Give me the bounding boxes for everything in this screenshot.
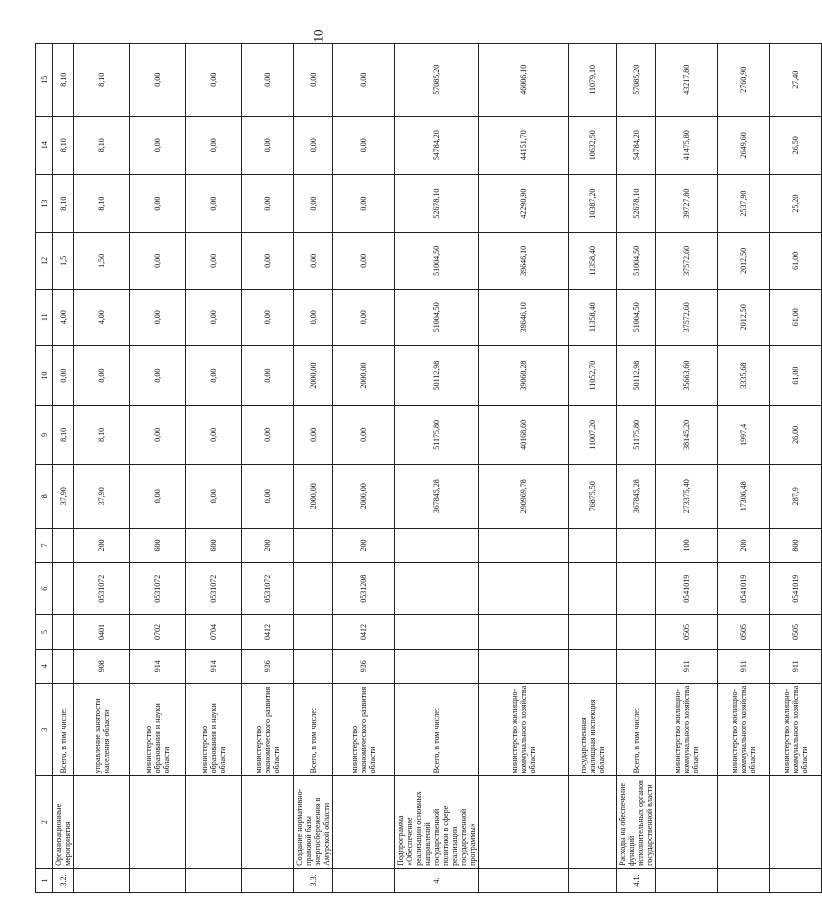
table-cell-col-11: 0,00 [130, 289, 186, 345]
header-row [36, 44, 53, 893]
table-cell-col-3: министерство экономического развития области [242, 683, 294, 776]
table-cell-col-2: Расходы на обеспечение функций исполнительных органов государственной власти [617, 776, 656, 869]
table-cell-col-10: 61,00 [770, 345, 822, 405]
table-row [718, 44, 770, 893]
table-cell-col-12: 1,5 [53, 233, 74, 289]
table-cell-col-7 [569, 528, 617, 562]
table-cell-col-11: 11358,40 [569, 289, 617, 345]
table-cell-col-3: министерство образования и науки области [186, 683, 242, 776]
table-cell-col-7: 200 [718, 528, 770, 562]
table-cell-col-8: 37,90 [74, 464, 130, 528]
table-cell-col-7: 600 [186, 528, 242, 562]
table-cell-col-8: 287,9 [770, 464, 822, 528]
table-cell-col-4 [569, 649, 617, 683]
table-cell-col-5 [617, 615, 656, 649]
table-cell-col-12: 51004,50 [617, 233, 656, 289]
table-cell-col-5 [53, 615, 74, 649]
table-cell-col-5 [294, 615, 333, 649]
table-cell-col-11: 51004,50 [395, 289, 479, 345]
table-cell-col-1: 3.2. [53, 868, 74, 892]
table-cell-col-6 [53, 563, 74, 615]
table-cell-col-8: 2000,00 [333, 464, 395, 528]
table-cell-col-1 [569, 868, 617, 892]
table-cell-col-15: 46006,10 [479, 44, 569, 117]
table-cell-col-2: Организационные мероприятия [53, 776, 74, 869]
table-cell-col-15: 11079,10 [569, 44, 617, 117]
table-cell-col-13: 25,20 [770, 174, 822, 232]
table-row [53, 44, 74, 893]
table-cell-col-12: 1,50 [74, 233, 130, 289]
table-cell-col-10: 35663,60 [656, 345, 718, 405]
table-cell-col-4: 936 [242, 649, 294, 683]
table-row [186, 44, 242, 893]
table-cell-col-10: 0,00 [74, 345, 130, 405]
table-cell-col-7 [53, 528, 74, 562]
table-cell-col-6 [395, 563, 479, 615]
header-cell: 1 [36, 868, 53, 892]
table-cell-col-14: 54784,20 [395, 116, 479, 174]
table-cell-col-6 [569, 563, 617, 615]
table-cell-col-13: 0,00 [294, 174, 333, 232]
table-cell-col-4: 908 [74, 649, 130, 683]
table-cell-col-10: 3335,68 [718, 345, 770, 405]
header-cell: 9 [36, 406, 53, 464]
table-cell-col-4 [395, 649, 479, 683]
table-cell-col-11: 0,00 [294, 289, 333, 345]
header-cell: 15 [36, 44, 53, 117]
table-cell-col-9: 26,00 [770, 406, 822, 464]
table-cell-col-5: 0412 [242, 615, 294, 649]
table-cell-col-5: 0401 [74, 615, 130, 649]
table-cell-col-7 [294, 528, 333, 562]
table-cell-col-15: 57085,20 [395, 44, 479, 117]
table-cell-col-12: 0,00 [333, 233, 395, 289]
header-cell: 5 [36, 615, 53, 649]
table-cell-col-2 [770, 776, 822, 869]
table-cell-col-8: 37,90 [53, 464, 74, 528]
table-cell-col-12: 0,00 [242, 233, 294, 289]
table-cell-col-2 [242, 776, 294, 869]
table-cell-col-2 [74, 776, 130, 869]
table-cell-col-6 [294, 563, 333, 615]
table-cell-col-6 [617, 563, 656, 615]
table-cell-col-6: 0531072 [130, 563, 186, 615]
table-cell-col-13: 0,00 [186, 174, 242, 232]
table-row [617, 44, 656, 893]
table-cell-col-11: 61,00 [770, 289, 822, 345]
table-row [130, 44, 186, 893]
table-cell-col-14: 10632,50 [569, 116, 617, 174]
table-cell-col-13: 52678,10 [617, 174, 656, 232]
table-cell-col-10: 0,00 [186, 345, 242, 405]
table-cell-col-1 [130, 868, 186, 892]
table-cell-col-13: 0,00 [130, 174, 186, 232]
table-cell-col-4: 914 [186, 649, 242, 683]
table-cell-col-9: 11007,20 [569, 406, 617, 464]
table-cell-col-12: 37572,60 [656, 233, 718, 289]
table-cell-col-3: Всего, в том числе: [294, 683, 333, 776]
table-cell-col-8: 17306,48 [718, 464, 770, 528]
table-cell-col-2 [479, 776, 569, 869]
table-cell-col-11: 4,00 [53, 289, 74, 345]
table-cell-col-14: 41475,80 [656, 116, 718, 174]
table-cell-col-6: 0531208 [333, 563, 395, 615]
table-cell-col-4 [294, 649, 333, 683]
table-cell-col-8: 367845,28 [395, 464, 479, 528]
table-cell-col-10: 0,00 [130, 345, 186, 405]
table-cell-col-1 [333, 868, 395, 892]
table-row [395, 44, 479, 893]
header-cell: 6 [36, 563, 53, 615]
table-cell-col-9: 51175,80 [617, 406, 656, 464]
table-cell-col-12: 11358,40 [569, 233, 617, 289]
table-cell-col-2: Создание нормативно-правовой базы энергосбережения в Амурской области [294, 776, 333, 869]
table-cell-col-1 [718, 868, 770, 892]
table-cell-col-9: 8,10 [74, 406, 130, 464]
table-cell-col-12: 0,00 [130, 233, 186, 289]
table-cell-col-5 [395, 615, 479, 649]
table-cell-col-5: 0704 [186, 615, 242, 649]
table-cell-col-6: 0531072 [186, 563, 242, 615]
table-cell-col-12: 51004,50 [395, 233, 479, 289]
table-cell-col-3: министерство жилищно-коммунального хозяйства области [718, 683, 770, 776]
table-cell-col-1 [479, 868, 569, 892]
header-cell: 8 [36, 464, 53, 528]
table-cell-col-11: 39646,10 [479, 289, 569, 345]
table-cell-col-13: 52678,10 [395, 174, 479, 232]
table-cell-col-3: Всего, в том числе: [53, 683, 74, 776]
table-cell-col-15: 57085,20 [617, 44, 656, 117]
table-cell-col-1: 4. [395, 868, 479, 892]
table-cell-col-10: 50112,98 [395, 345, 479, 405]
table-cell-col-9: 0,00 [294, 406, 333, 464]
table-cell-col-12: 0,00 [294, 233, 333, 289]
table-cell-col-3: министерство образования и науки области [130, 683, 186, 776]
table-cell-col-13: 0,00 [242, 174, 294, 232]
table-cell-col-5 [569, 615, 617, 649]
header-cell: 2 [36, 776, 53, 869]
table-cell-col-2 [186, 776, 242, 869]
table-cell-col-15: 0,00 [186, 44, 242, 117]
table-cell-col-1 [186, 868, 242, 892]
table-cell-col-11: 2012,50 [718, 289, 770, 345]
table-cell-col-11: 4,00 [74, 289, 130, 345]
table-cell-col-7: 800 [770, 528, 822, 562]
table-cell-col-3: министерство жилищно-коммунального хозяйства области [479, 683, 569, 776]
rotated-table-container [35, 43, 809, 893]
table-cell-col-10: 39060,28 [479, 345, 569, 405]
table-cell-col-5: 0412 [333, 615, 395, 649]
table-cell-col-7 [479, 528, 569, 562]
table-cell-col-14: 8,10 [53, 116, 74, 174]
table-body [53, 44, 822, 893]
table-cell-col-3: Всего, в том числе: [395, 683, 479, 776]
table-cell-col-11: 0,00 [333, 289, 395, 345]
table-cell-col-9: 51175,80 [395, 406, 479, 464]
table-cell-col-7: 200 [333, 528, 395, 562]
table-cell-col-8: 2000,00 [294, 464, 333, 528]
table-cell-col-5: 0702 [130, 615, 186, 649]
table-cell-col-5: 0505 [656, 615, 718, 649]
table-cell-col-3: министерство жилищно-коммунального хозяйства области [656, 683, 718, 776]
table-cell-col-1 [242, 868, 294, 892]
table-cell-col-14: 0,00 [333, 116, 395, 174]
table-cell-col-14: 0,00 [130, 116, 186, 174]
table-cell-col-2: Подпрограмма «Обеспечение реализации основных направлений государственной политики в сфере реализации государственной программы» [395, 776, 479, 869]
table-cell-col-15: 0,00 [242, 44, 294, 117]
table-cell-col-6: 0541019 [656, 563, 718, 615]
header-cell: 10 [36, 345, 53, 405]
header-cell: 12 [36, 233, 53, 289]
table-cell-col-14: 0,00 [242, 116, 294, 174]
header-cell: 13 [36, 174, 53, 232]
table-cell-col-8: 76875,50 [569, 464, 617, 528]
table-cell-col-5 [479, 615, 569, 649]
table-cell-col-9: 0,00 [242, 406, 294, 464]
table-cell-col-9: 8,10 [53, 406, 74, 464]
header-cell: 3 [36, 683, 53, 776]
budget-table [35, 43, 822, 893]
table-cell-col-7 [617, 528, 656, 562]
table-cell-col-3: государственная жилищная инспекция области [569, 683, 617, 776]
table-cell-col-5: 0505 [770, 615, 822, 649]
header-cell: 14 [36, 116, 53, 174]
table-cell-col-10: 2000,00 [333, 345, 395, 405]
table-cell-col-3: управление занятости населения области [74, 683, 130, 776]
table-cell-col-14: 0,00 [294, 116, 333, 174]
table-cell-col-3: министерство экономического развития области [333, 683, 395, 776]
table-cell-col-8: 367845,28 [617, 464, 656, 528]
table-cell-col-11: 37572,60 [656, 289, 718, 345]
table-cell-col-6: 0531072 [242, 563, 294, 615]
table-cell-col-14: 26,50 [770, 116, 822, 174]
table-cell-col-9: 0,00 [130, 406, 186, 464]
table-cell-col-1: 3.3. [294, 868, 333, 892]
table-row [770, 44, 822, 893]
table-cell-col-15: 8,10 [53, 44, 74, 117]
table-cell-col-15: 8,10 [74, 44, 130, 117]
table-cell-col-8: 273375,40 [656, 464, 718, 528]
table-cell-col-14: 44151,70 [479, 116, 569, 174]
table-cell-col-13: 0,00 [333, 174, 395, 232]
table-cell-col-7: 200 [74, 528, 130, 562]
table-cell-col-8: 290969,78 [479, 464, 569, 528]
table-cell-col-14: 54784,20 [617, 116, 656, 174]
table-cell-col-9: 40168,60 [479, 406, 569, 464]
table-cell-col-2 [569, 776, 617, 869]
table-cell-col-13: 2537,90 [718, 174, 770, 232]
table-cell-col-2 [130, 776, 186, 869]
table-cell-col-2 [333, 776, 395, 869]
table-cell-col-1: 4.1. [617, 868, 656, 892]
table-cell-col-7: 600 [130, 528, 186, 562]
header-cell: 4 [36, 649, 53, 683]
table-cell-col-4: 936 [333, 649, 395, 683]
table-cell-col-10: 50112,98 [617, 345, 656, 405]
table-cell-col-9: 38145,20 [656, 406, 718, 464]
table-row [242, 44, 294, 893]
table-cell-col-11: 0,00 [186, 289, 242, 345]
table-cell-col-15: 0,00 [130, 44, 186, 117]
table-cell-col-15: 27,40 [770, 44, 822, 117]
table-cell-col-12: 39646,10 [479, 233, 569, 289]
table-cell-col-7: 100 [656, 528, 718, 562]
table-cell-col-15: 2760,90 [718, 44, 770, 117]
table-cell-col-12: 2012,50 [718, 233, 770, 289]
table-cell-col-6: 0531072 [74, 563, 130, 615]
table-cell-col-14: 0,00 [186, 116, 242, 174]
table-cell-col-9: 1997,4 [718, 406, 770, 464]
table-cell-col-9: 0,00 [186, 406, 242, 464]
table-cell-col-11: 51004,50 [617, 289, 656, 345]
table-cell-col-10: 2000,00 [294, 345, 333, 405]
table-row [479, 44, 569, 893]
table-cell-col-6 [479, 563, 569, 615]
table-cell-col-8: 0,00 [242, 464, 294, 528]
table-row [294, 44, 333, 893]
table-cell-col-6: 0541019 [770, 563, 822, 615]
table-cell-col-12: 61,00 [770, 233, 822, 289]
table-cell-col-3: министерство жилищно-коммунального хозяйства области [770, 683, 822, 776]
table-cell-col-10: 0,00 [53, 345, 74, 405]
table-cell-col-1 [770, 868, 822, 892]
table-cell-col-1 [74, 868, 130, 892]
table-cell-col-4: 911 [718, 649, 770, 683]
table-row [656, 44, 718, 893]
table-cell-col-7: 200 [242, 528, 294, 562]
table-cell-col-13: 8,10 [53, 174, 74, 232]
table-cell-col-15: 43217,80 [656, 44, 718, 117]
table-cell-col-4 [53, 649, 74, 683]
table-row [333, 44, 395, 893]
table-cell-col-4: 914 [130, 649, 186, 683]
page-number: 10 [310, 29, 326, 43]
table-cell-col-9: 0,00 [333, 406, 395, 464]
table-cell-col-4 [479, 649, 569, 683]
table-cell-col-4 [617, 649, 656, 683]
table-cell-col-12: 0,00 [186, 233, 242, 289]
table-cell-col-13: 42290,90 [479, 174, 569, 232]
table-cell-col-4: 911 [656, 649, 718, 683]
table-cell-col-11: 0,00 [242, 289, 294, 345]
table-cell-col-10: 0,00 [242, 345, 294, 405]
table-cell-col-5: 0505 [718, 615, 770, 649]
table-cell-col-14: 8,10 [74, 116, 130, 174]
table-cell-col-15: 0,00 [333, 44, 395, 117]
table-cell-col-14: 2649,60 [718, 116, 770, 174]
table-cell-col-10: 11052,70 [569, 345, 617, 405]
table-cell-col-2 [656, 776, 718, 869]
header-cell: 7 [36, 528, 53, 562]
table-row [74, 44, 130, 893]
table-cell-col-1 [656, 868, 718, 892]
table-cell-col-7 [395, 528, 479, 562]
header-cell: 11 [36, 289, 53, 345]
table-row [569, 44, 617, 893]
table-cell-col-8: 0,00 [186, 464, 242, 528]
table-cell-col-3: Всего, в том числе: [617, 683, 656, 776]
table-cell-col-4: 911 [770, 649, 822, 683]
table-cell-col-15: 0,00 [294, 44, 333, 117]
table-cell-col-6: 0541019 [718, 563, 770, 615]
table-cell-col-13: 10387,20 [569, 174, 617, 232]
table-cell-col-13: 8,10 [74, 174, 130, 232]
table-cell-col-13: 39727,80 [656, 174, 718, 232]
table-cell-col-2 [718, 776, 770, 869]
table-cell-col-8: 0,00 [130, 464, 186, 528]
